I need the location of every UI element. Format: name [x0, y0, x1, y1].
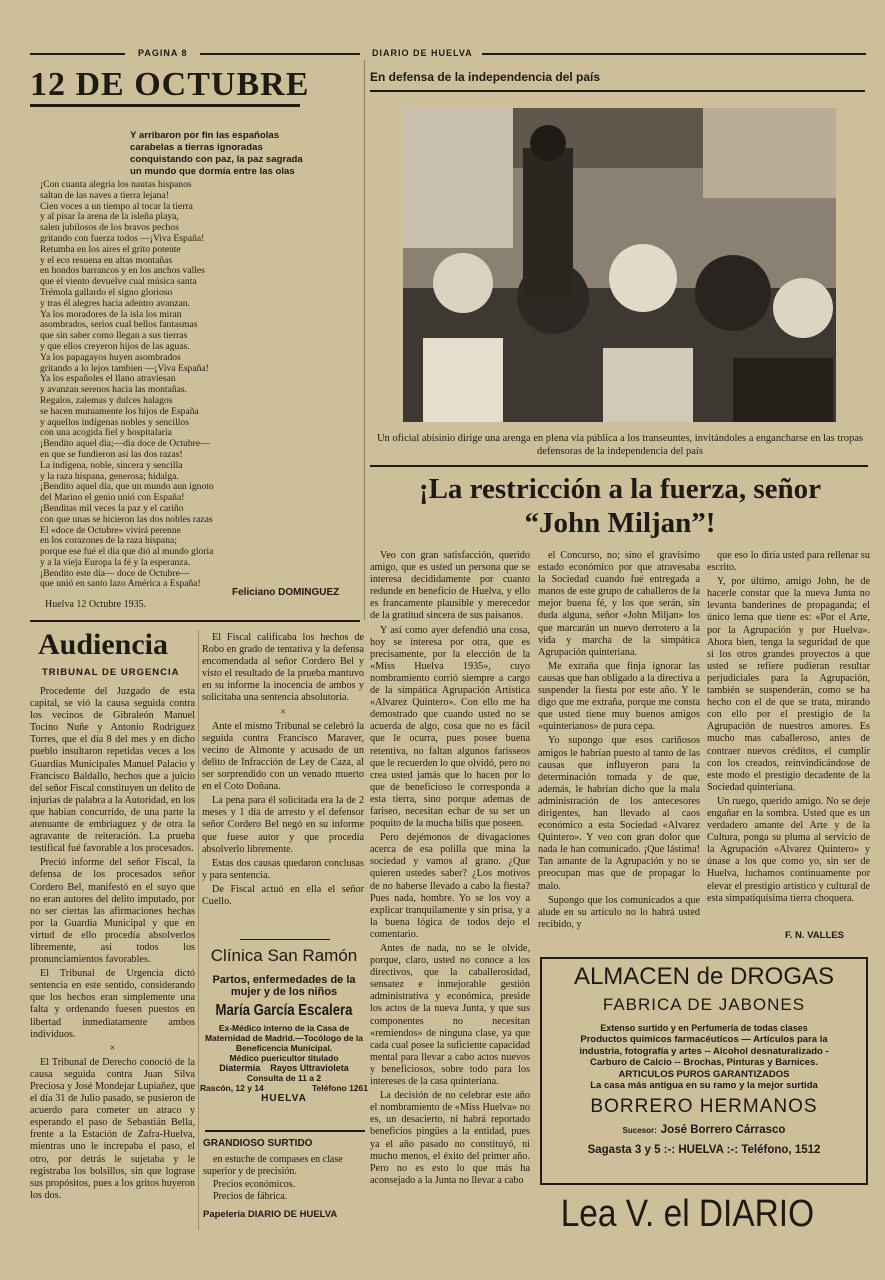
paragraph: Preció informe del señor Fiscal, la defensa de los procesados señor Cordero Bel, manifestó en el suyo que no eran autores del delito imputado, por no ser ciertas las afirmaciones hechas por la Guardia Municipal y que en virtud de ello procedía absolverlos libremente, así todos los pronunciamientos favorables.: [30, 857, 195, 966]
paragraph: Antes de nada, no se le olvide, porque, claro, usted no conoce a los directivos, que la caballerosidad, sensatez e inmejorable gestión administrativa y económica, preside los actos de la nueva Junta, y que sus componentes no necesitan «remiendos» de ninguna clase, ya que cada cual posee la suficiente capacidad mental para llevar a cabo actos nuevos y beneficiosos, sobre todo para los intereses de la casa quinteriana.: [370, 943, 530, 1088]
drogas-l4: Carburo de Calcio -- Brochas, Pinturas y Barnices.: [589, 1057, 819, 1068]
paragraph: ×: [109, 1042, 116, 1054]
paragraph: Ante el mismo Tribunal se celebró la seguida contra Francisco Maraver, vecino de Almonte y acusado de un delito de Infracción de Ley de Caza, al ser sorprendido con un venado muerto en el Coto Doñana.: [202, 720, 364, 793]
clinica-hours: Consulta de 11 a 2: [246, 1073, 322, 1083]
photo-section-title: En defensa de la independencia del país: [370, 70, 601, 84]
octubre-date: Huelva 12 Octubre 1935.: [45, 599, 147, 610]
paragraph: El Tribunal de Derecho conoció de la causa seguida contra Juan Silva Preciosa y José Mondejar Lupiañez, que el día 31 de Julio pasado, se pusieron de acuerdo para cometer un atraco y esperando el paso de Sebastián Bella, frente a la Estación de Zafra-Huelva, mientras uno le increpaba el paso, el otro, por detrás le sujetaba y le registraba los bolsillos, sin que lograse sus propósitos, pues a los gritos huyeron los dos.: [30, 1056, 195, 1201]
audiencia-col2: [202, 632, 364, 932]
surtido-body: en estuche de compases en clase superior y de precisión.: [203, 1153, 343, 1177]
octubre-poem: ¡Con cuanta alegría los nautas hispanos saltan de las naves a tierra lejana! Cien voces a un tiempo al tocar la tierra y al pisar la arena de la isleña playa, salen jubilosos de los bravos pechos gritando con fuerza todos —¡Viva España! Retumba en los aires el grito potente y el eco resuena en altas montañas en hondos barrancos y en los anchos valles que el viento devuelve cual música santa Trémola gallardo el signo glorioso y tras él alegres hacia adentro avanzan. Ya los moradores de la isla los miran asombrados, serios cual bellos fantasmas que sin saber como llegan a sus tierras y que ellos creyeron hijos de las aguas. Ya los papagayos huyen asombrados gritando a lo lejos tambien —¡Viva España! Ya los españoles el llano atraviesan y avanzan serenos hacia las montañas. Regalos, zalemas y dulces halagos se hacen mutuamente los hijos de España y aquellos indígenas nobles y sencillos con una acogida fiel y hospitalaria ¡Bendito aquel día;—día doce de Octubre— en que se fundieron así las dos razas! La indígena, noble, sincera y sencilla y la raza hispana, generosa; hidalga. ¡Bendito aquel día, que un mundo aun ignoto del Marino el genio unió con España! ¡Benditas mil veces la paz y el cariño con que unas se hicieron las dos nobles razas El «doce de Octubre» vivirá perenne en los corazones de la raza hispana; porque ese fué el día que dió al mundo gloria y a la vieja Europa la fé y la esperanza. ¡Bendito este día— doce de Octubre— que unió en santo lazo América a España!: [40, 179, 214, 590]
drogas-ad: [540, 957, 868, 1185]
paper-name: DIARIO DE HUELVA: [372, 48, 473, 58]
surtido-title: GRANDIOSO SURTIDO: [203, 1138, 313, 1149]
drogas-l3: industria, fotografía y artes -- Alcohol desnaturalizado -: [579, 1045, 829, 1057]
drogas-l2: Productos químicos farmacéuticos — Artículos para la: [580, 1034, 828, 1045]
audiencia-col1: [30, 686, 195, 1246]
octubre-author: Feliciano DOMINGUEZ: [232, 587, 340, 598]
paragraph: La pena para él solicitada era la de 2 meses y 1 día de arresto y el defensor señor Cordero Bel negó en su informe que fuese autor y que procedía absolverlo libremente.: [202, 795, 364, 855]
paragraph: Veo con gran satisfacción, querido amigo, que es usted un persona que se interesa decididamente por cuanto redunde en beneficio de Huelva, y ello es francamente plausible y merecedor de la gratitud sincera de sus paisanos.: [370, 550, 530, 622]
paragraph: De Fiscal actuó en ella el señor Cuello.: [202, 883, 364, 907]
surtido-line3: Precios de fábrica.: [213, 1191, 288, 1202]
clinica-doctor: María García Escalera: [215, 1002, 353, 1019]
page-number: PAGINA 8: [138, 48, 188, 58]
restriccion-title-line1: ¡La restricción a la fuerza, señor: [418, 473, 822, 505]
restriccion-signature: F. N. VALLES: [785, 930, 844, 941]
surtido-line2: Precios económicos.: [213, 1178, 296, 1190]
drogas-address: Sagasta 3 y 5 :-: HUELVA :-: Teléfono, 1512: [587, 1143, 821, 1156]
clinica-title: Clínica San Ramón: [210, 946, 358, 965]
restriccion-col2: [538, 550, 700, 945]
octubre-epigraph: Y arribaron por fin las españolas carabelas a tierras ignoradas conquistando con paz, la paz sagrada un mundo que dormía entre las olas: [130, 130, 303, 177]
octubre-bottom-rule: [30, 620, 360, 622]
paragraph: Y, por último, amigo John, he de hacerle constar que la nueva Junta no levanta banderines de propaganda; el único lema que tiene es: «Por el Arte, por la Agrupación y por Huelva». Ahora bien, tenga la seguridad de que si los otros grandes proyectos a que usted se refiere pudieran resultar perjudiciales para la Agrupación, también se suspenderán, como se ha hecho con el de que se trata, mirando con ello por el prestigio de la Agrupación de nuestros amores. Es mucho mas caballeroso, antes de contraer nuevos créditos, el cumplir con los creados, reinvindicándose de este modo el prestigio decadente de la Sociedad quinteriana.: [707, 576, 870, 793]
surtido-ad: [203, 1138, 368, 1221]
clinica-phone: Teléfono 1261: [311, 1083, 368, 1093]
paragraph: Procedente del Juzgado de esta capital, se vió la causa seguida contra los vecinos de Gibraleón Manuel Tocino Nuñe y Antonio Rodriguez Torres, que el día 8 del mes y en dicho pueblo insultaron repetidas veces a los Guardias Municipales Manuel Palacio y Francisco Baldallo, hechos que a juicio del señor Fiscal constituyen un delito de injurias de palabra a la Autoridad, en los que habían concurrido, de una parte la atenuante de embriaguez y de otra la agravante de reiteración. La prueba testifical fué favorable a los procesados.: [30, 686, 195, 855]
octubre-title-rule: [30, 104, 300, 107]
clinica-city: HUELVA: [261, 1093, 307, 1104]
header-rule-right: [482, 53, 866, 55]
paragraph: El Fiscal calificaba los hechos de Robo en grado de tentativa y la defensa encomendada al señor Cordero Bel y visto el resultado de la prueba mantuvo en su informe la inocencia de ambos y solicitaba una sentencia absolutoria.: [202, 632, 364, 704]
lea-diario: Lea V. el DIARIO: [560, 1193, 815, 1235]
paragraph: Pero dejémonos de divagaciones acerca de esa polilla que mina la sociedad y vamos al grano. ¿Que quieren ustedes saber? ¿Los motivos de no haberse llevado a cabo la fiesta? Pues nada, hombre. Yo se los voy a explicar tranquilamente y sin prisa, y a la buena lógica de todos dejo el comentario.: [370, 832, 530, 940]
drogas-l1: Extenso surtido y en Perfumería de todas clases: [600, 1023, 808, 1033]
clinica-cert: Médico puericultor titulado: [229, 1053, 339, 1063]
photo-caption: Un oficial abisinio dirige una arenga en plena vía pública a los transeuntes, invitándoles a engancharse en las tropas defensoras de la independencia del país: [376, 433, 864, 457]
audiencia-title: Audiencia: [38, 628, 169, 661]
drogas-l5: ARTICULOS PUROS GARANTIZADOS: [618, 1068, 790, 1080]
paragraph: Y así como ayer defendió una cosa, hoy se interesa por otra, que es precisamente, por la elección de la «Miss Huelva 1935», cuyo nombramiento corrió siempre a cargo de la simpática Agrupación Artística «Alvarez Quintero». Con ello me ha demostrado que cuando usted no se acuerda de algo, cosa que no es fácil que le ocurra, pues posee buena retentiva, no faltan algunos farisseos que le recuerden lo que olvidó, pero no crea usted jamás que lo hacen por lo que de beneficioso le corresponda a esta tierra, sino porque ademas de fariseo, necesitan echar de su ser un poquito de la mucha bilis que poseen.: [370, 624, 530, 830]
clinica-address: Rascón, 12 y 14: [200, 1083, 264, 1093]
paragraph: La decisión de no celebrar este año el nombramiento de «Miss Huelva» no es, un desacierto, ni habrá reportado beneficios pingües a la entidad, pues ya el año pasado no constituyó, ni mucho menos, el éxito del primer año. Pero no es esto lo que más ha aconsejado a la Junta no llevar a cabo: [370, 1090, 530, 1186]
header-rule-left: [30, 53, 125, 55]
restriccion-title-line2: “John Miljan”!: [524, 507, 716, 539]
header-rule-mid: [200, 53, 360, 55]
paragraph: Un ruego, querido amigo. No se deje engañar en la sombra. Usted que es un verdadero amante del Arte y de la Cultura, ponga su pluma al servicio de la Agrupación «Alvarez Quintero» y únase a los que como yo, sin ser de Huelva, luchamos continuamente por elevar el prestigio artístico y cultural de esta simpatiquísima tierra choquera.: [707, 795, 870, 904]
restriccion-col3: [707, 550, 870, 918]
clinica-ad: [200, 946, 368, 1104]
paragraph: Yo supongo que esos cariñosos amigos le habrían puesto al tanto de las causas que influyeron para la determinación tomada y de que, además, le habrían dicho que la mala administración de los antecesores dirigentes, han llevado al caos económico a esta Sociedad «Alvarez Quintero». Y veo con gran dolor que nada le han comunicado. ¡Que lástima! Tan amante de la Agrupación y no se preocupan mas que de propagar lo malo.: [538, 735, 700, 892]
clinica-top-rule: [240, 939, 330, 940]
drogas-company: BORRERO HERMANOS: [590, 1095, 818, 1117]
drogas-l6: La casa más antigua en su ramo y la mejor surtida: [590, 1080, 818, 1091]
paragraph: Supongo que los comunicados a que alude en su artículo no lo habrá usted recibido, y: [538, 894, 700, 930]
column-divider-audiencia: [198, 630, 199, 1230]
surtido-footer: Papelería DIARIO DE HUELVA: [203, 1208, 338, 1220]
clinica-services: Diatermia Rayos Ultravioleta: [219, 1063, 349, 1073]
column-divider-top: [364, 60, 365, 620]
drogas-successor-label: Sucesor:: [622, 1125, 657, 1135]
paragraph: Me extraña que finja ignorar las causas que han obligado a la directiva a suspender la fiesta por este año. Y le digo que me extraña, porque me consta que usted tiene muy buenos amigos «quinterianos» de pura cepa.: [538, 660, 700, 733]
drogas-subtitle: FABRICA DE JABONES: [602, 995, 806, 1014]
photo-bottom-rule: [370, 465, 868, 467]
paragraph: Estas dos causas quedaron conclusas y para sentencia.: [202, 857, 364, 881]
clinica-bottom-rule: [205, 1130, 365, 1132]
paragraph: el Concurso, no; sino el gravísimo estado económico por que atravesaba la Sociedad cuando fué entregada a manos de este grupo de caballeros de la mejor buena fé, y los que serán, sin duda alguna, señor «John Miljan» los que marcarán un nuevo derrotero a la vida y marcha de la simpática Agrupación quinteriana.: [538, 550, 700, 658]
paragraph: ×: [280, 706, 286, 718]
audiencia-subtitle: TRIBUNAL DE URGENCIA: [42, 667, 180, 678]
clinica-specialty: Partos, enfermedades de la mujer y de los niños: [212, 974, 356, 998]
photo-section-rule: [370, 90, 865, 92]
drogas-title: ALMACEN de DROGAS: [573, 963, 835, 990]
drogas-successor: José Borrero Cárrasco: [660, 1123, 786, 1136]
paragraph: que eso lo diría usted para rellenar su escrito.: [707, 550, 870, 574]
clinica-cv: Ex-Médico interno de la Casa de Maternidad de Madrid.—Tocólogo de la Beneficencia Municipal.: [204, 1023, 364, 1053]
paragraph: El Tribunal de Urgencia dictó sentencia en este sentido, considerando que los hechos eran simplemente una falta y ordenando fuesen puestos en libertad inmediatamente ambos individuos.: [30, 968, 195, 1040]
photo-image: [403, 108, 836, 422]
octubre-title: 12 DE OCTUBRE: [30, 66, 310, 103]
restriccion-col1: [370, 550, 530, 1240]
